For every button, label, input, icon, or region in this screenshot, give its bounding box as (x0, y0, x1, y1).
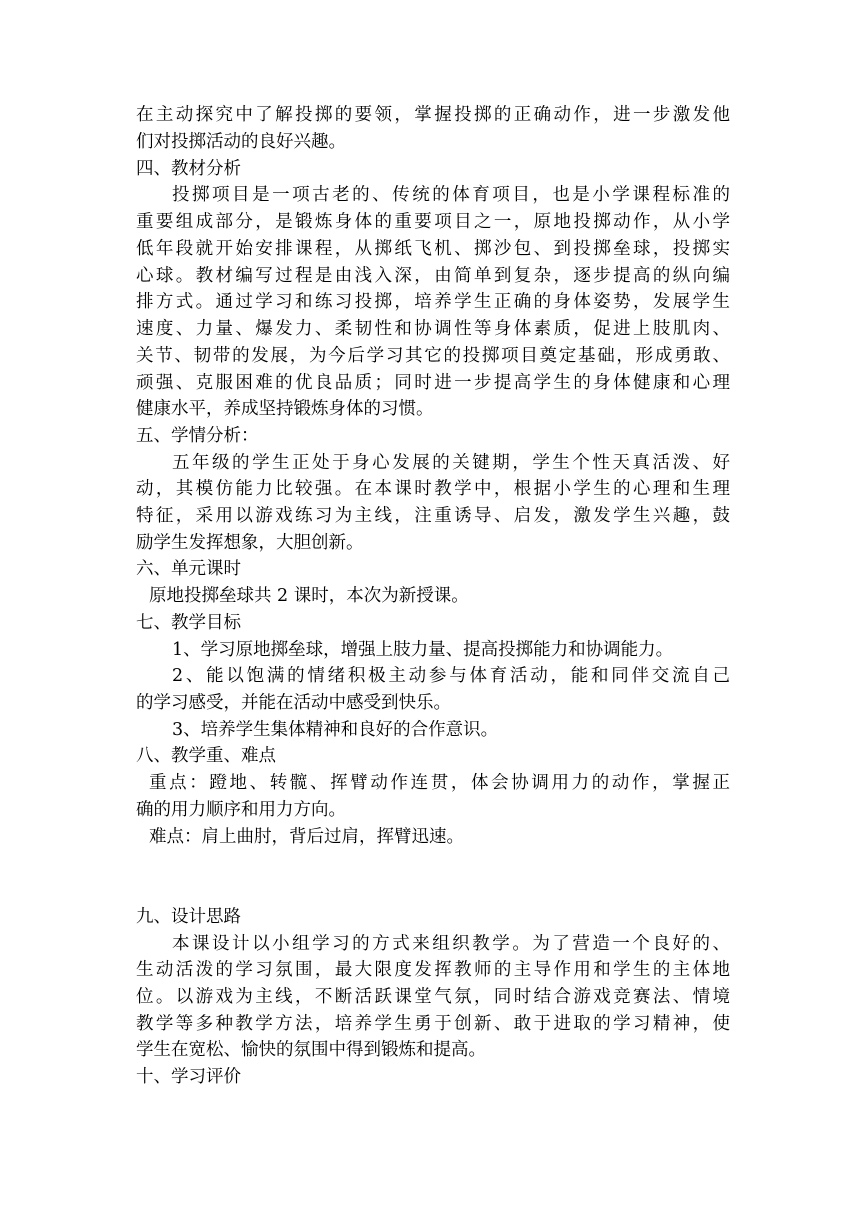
paragraph-line: 投掷项目是一项古老的、传统的体育项目，也是小学课程标准的 (172, 185, 730, 205)
paragraph-line: 确的用力顺序和用力方向。 (136, 800, 346, 820)
section-heading: 四、教材分析 (136, 159, 241, 179)
paragraph-line: 教学等多种教学方法，培养学生勇于创新、敢于进取的学习精神，使 (136, 1014, 730, 1034)
paragraph-line: 排方式。通过学习和练习投掷，培养学生正确的身体姿势，发展学生 (136, 292, 730, 312)
section-heading: 五、学情分析： (136, 426, 259, 446)
paragraph-line: 重要组成部分，是锻炼身体的重要项目之一，原地投掷动作，从小学 (136, 212, 730, 232)
paragraph-line: 重点：蹬地、转髋、挥臂动作连贯，体会协调用力的动作，掌握正 (149, 773, 730, 793)
paragraph-line: 健康水平，养成坚持锻炼身体的习惯。 (136, 399, 434, 419)
paragraph-line: 心球。教材编写过程是由浅入深，由简单到复杂，逐步提高的纵向编 (136, 266, 730, 286)
paragraph-line: 速度、力量、爆发力、柔韧性和协调性等身体素质，促进上肢肌肉、 (136, 319, 730, 339)
paragraph-line: 五年级的学生正处于身心发展的关键期，学生个性天真活泼、好 (172, 453, 730, 473)
paragraph-line: 2、能以饱满的情绪积极主动参与体育活动，能和同伴交流自己 (172, 666, 730, 686)
paragraph-line: 学生在宽松、愉快的氛围中得到锻炼和提高。 (136, 1040, 486, 1060)
paragraph-line: 难点：肩上曲肘，背后过肩，挥臂迅速。 (149, 827, 464, 847)
section-heading: 七、教学目标 (136, 613, 241, 633)
paragraph-line: 低年段就开始安排课程，从掷纸飞机、掷沙包、到投掷垒球，投掷实 (136, 239, 730, 259)
paragraph-line: 励学生发挥想象，大胆创新。 (136, 533, 364, 553)
paragraph-line: 3、培养学生集体精神和良好的合作意识。 (172, 720, 499, 740)
paragraph-line: 位。以游戏为主线，不断活跃课堂气氛，同时结合游戏竞赛法、情境 (136, 987, 730, 1007)
paragraph-line: 的学习感受，并能在活动中感受到快乐。 (136, 693, 451, 713)
section-heading: 六、单元课时 (136, 559, 241, 579)
section-heading: 十、学习评价 (136, 1067, 241, 1087)
paragraph-line: 原地投掷垒球共 2 课时，本次为新授课。 (149, 586, 469, 606)
section-heading: 九、设计思路 (136, 907, 241, 927)
paragraph-line: 们对投掷活动的良好兴趣。 (136, 132, 346, 152)
paragraph-line: 生动活泼的学习氛围，最大限度发挥教师的主导作用和学生的主体地 (136, 960, 730, 980)
paragraph-line: 1、学习原地掷垒球，增强上肢力量、提高投掷能力和协调能力。 (172, 640, 674, 660)
paragraph-line: 特征，采用以游戏练习为主线，注重诱导、启发，激发学生兴趣，鼓 (136, 506, 730, 526)
paragraph-line: 关节、韧带的发展，为今后学习其它的投掷项目奠定基础，形成勇敢、 (136, 346, 730, 366)
paragraph-line: 在主动探究中了解投掷的要领，掌握投掷的正确动作，进一步激发他 (136, 105, 730, 125)
paragraph-line: 顽强、克服困难的优良品质；同时进一步提高学生的身体健康和心理 (136, 373, 730, 393)
paragraph-line: 动，其模仿能力比较强。在本课时教学中，根据小学生的心理和生理 (136, 479, 730, 499)
section-heading: 八、教学重、难点 (136, 746, 276, 766)
paragraph-line: 本课设计以小组学习的方式来组织教学。为了营造一个良好的、 (172, 934, 730, 954)
